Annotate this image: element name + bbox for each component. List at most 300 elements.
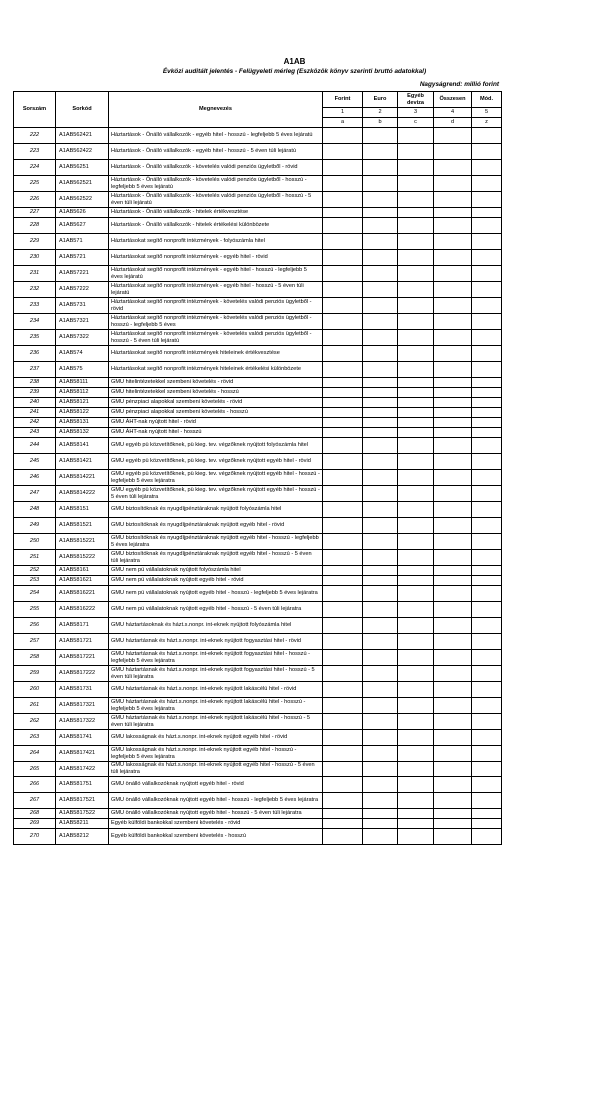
osszesen-cell[interactable] — [434, 730, 472, 746]
row-name: GMU háztartásnak és házt.s.nonpr. int-eknek nyújtott fogyasztási hitel - hosszú - 5 éven túli lejáratra — [109, 666, 323, 682]
table-row — [14, 586, 502, 602]
euro-cell[interactable] — [363, 176, 398, 192]
euro-cell[interactable] — [363, 634, 398, 650]
osszesen-cell[interactable] — [434, 777, 472, 793]
row-name: Háztartásokat segítő nonprofit intézmények - egyéb hitel - rövid — [109, 250, 323, 266]
forint-cell[interactable] — [323, 378, 363, 388]
euro-cell[interactable] — [363, 408, 398, 418]
row-name: GMU hitelintézetekkel szembeni követelés - rövid — [109, 378, 323, 388]
egyeb-deviza-cell[interactable] — [398, 346, 434, 362]
mod-cell[interactable] — [472, 650, 502, 666]
forint-cell[interactable] — [323, 602, 363, 618]
forint-cell[interactable] — [323, 730, 363, 746]
row-name: GMU háztartásnak és házt.s.nonpr. int-eknek nyújtott fogyasztási hitel - rövid — [109, 634, 323, 650]
egyeb-deviza-cell[interactable] — [398, 408, 434, 418]
egyeb-deviza-cell[interactable] — [398, 128, 434, 144]
euro-cell[interactable] — [363, 330, 398, 346]
egyeb-deviza-cell[interactable] — [398, 602, 434, 618]
row-code: A1AB581421 — [56, 454, 109, 470]
egyeb-deviza-cell[interactable] — [398, 698, 434, 714]
forint-cell[interactable] — [323, 208, 363, 218]
mod-cell[interactable] — [472, 470, 502, 486]
row-code: A1AB5814222 — [56, 486, 109, 502]
forint-cell[interactable] — [323, 793, 363, 809]
egyeb-deviza-cell[interactable] — [398, 618, 434, 634]
mod-cell[interactable] — [472, 144, 502, 160]
row-number: 246 — [14, 470, 56, 486]
egyeb-deviza-cell[interactable] — [398, 566, 434, 576]
forint-cell[interactable] — [323, 550, 363, 566]
forint-cell[interactable] — [323, 809, 363, 819]
mod-cell[interactable] — [472, 576, 502, 586]
row-number: 243 — [14, 428, 56, 438]
osszesen-cell[interactable] — [434, 829, 472, 845]
euro-cell[interactable] — [363, 218, 398, 234]
forint-cell[interactable] — [323, 634, 363, 650]
osszesen-cell[interactable] — [434, 486, 472, 502]
mod-cell[interactable] — [472, 698, 502, 714]
forint-cell[interactable] — [323, 618, 363, 634]
row-name: Háztartásokat segítő nonprofit intézmények hiteleinek értékvesztése — [109, 346, 323, 362]
egyeb-deviza-cell[interactable] — [398, 418, 434, 428]
euro-cell[interactable] — [363, 378, 398, 388]
euro-cell[interactable] — [363, 208, 398, 218]
euro-cell[interactable] — [363, 730, 398, 746]
egyeb-deviza-cell[interactable] — [398, 793, 434, 809]
mod-cell[interactable] — [472, 330, 502, 346]
mod-cell[interactable] — [472, 666, 502, 682]
euro-cell[interactable] — [363, 428, 398, 438]
forint-cell[interactable] — [323, 486, 363, 502]
euro-cell[interactable] — [363, 566, 398, 576]
osszesen-cell[interactable] — [434, 418, 472, 428]
table-row — [14, 298, 502, 314]
euro-cell[interactable] — [363, 454, 398, 470]
euro-cell[interactable] — [363, 362, 398, 378]
egyeb-deviza-cell[interactable] — [398, 282, 434, 298]
row-code: A1AB58211 — [56, 819, 109, 829]
egyeb-deviza-cell[interactable] — [398, 298, 434, 314]
egyeb-deviza-cell[interactable] — [398, 438, 434, 454]
table-row — [14, 550, 502, 566]
row-code: A1AB57321 — [56, 314, 109, 330]
euro-cell[interactable] — [363, 714, 398, 730]
mod-cell[interactable] — [472, 378, 502, 388]
mod-cell[interactable] — [472, 454, 502, 470]
forint-cell[interactable] — [323, 234, 363, 250]
euro-cell[interactable] — [363, 470, 398, 486]
osszesen-cell[interactable] — [434, 666, 472, 682]
mod-cell[interactable] — [472, 634, 502, 650]
row-name: Háztartásokat segítő nonprofit intézmények - követelés valódi penziós ügyletből - hosszú - 5 éven túli lejáratú — [109, 330, 323, 346]
forint-cell[interactable] — [323, 714, 363, 730]
mod-cell[interactable] — [472, 266, 502, 282]
row-number: 264 — [14, 746, 56, 762]
euro-cell[interactable] — [363, 698, 398, 714]
osszesen-cell[interactable] — [434, 176, 472, 192]
forint-cell[interactable] — [323, 418, 363, 428]
forint-cell[interactable] — [323, 682, 363, 698]
egyeb-deviza-cell[interactable] — [398, 730, 434, 746]
euro-cell[interactable] — [363, 534, 398, 550]
osszesen-cell[interactable] — [434, 698, 472, 714]
osszesen-cell[interactable] — [434, 634, 472, 650]
egyeb-deviza-cell[interactable] — [398, 378, 434, 388]
mod-cell[interactable] — [472, 298, 502, 314]
forint-cell[interactable] — [323, 282, 363, 298]
euro-cell[interactable] — [363, 144, 398, 160]
mod-cell[interactable] — [472, 176, 502, 192]
forint-cell[interactable] — [323, 218, 363, 234]
forint-cell[interactable] — [323, 566, 363, 576]
mod-cell[interactable] — [472, 408, 502, 418]
forint-cell[interactable] — [323, 408, 363, 418]
osszesen-cell[interactable] — [434, 362, 472, 378]
row-code: A1AB562421 — [56, 128, 109, 144]
euro-cell[interactable] — [363, 438, 398, 454]
mod-cell[interactable] — [472, 746, 502, 762]
osszesen-cell[interactable] — [434, 378, 472, 388]
osszesen-cell[interactable] — [434, 250, 472, 266]
osszesen-cell[interactable] — [434, 428, 472, 438]
osszesen-cell[interactable] — [434, 192, 472, 208]
egyeb-deviza-cell[interactable] — [398, 550, 434, 566]
row-number: 224 — [14, 160, 56, 176]
forint-cell[interactable] — [323, 534, 363, 550]
osszesen-cell[interactable] — [434, 470, 472, 486]
mod-cell[interactable] — [472, 809, 502, 819]
forint-cell[interactable] — [323, 666, 363, 682]
row-code: A1AB5627 — [56, 218, 109, 234]
euro-cell[interactable] — [363, 586, 398, 602]
euro-cell[interactable] — [363, 819, 398, 829]
osszesen-cell[interactable] — [434, 282, 472, 298]
mod-cell[interactable] — [472, 160, 502, 176]
egyeb-deviza-cell[interactable] — [398, 819, 434, 829]
forint-cell[interactable] — [323, 398, 363, 408]
euro-cell[interactable] — [363, 518, 398, 534]
table-row — [14, 576, 502, 586]
osszesen-cell[interactable] — [434, 330, 472, 346]
mod-cell[interactable] — [472, 502, 502, 518]
row-code: A1AB5721 — [56, 250, 109, 266]
row-number: 253 — [14, 576, 56, 586]
egyeb-deviza-cell[interactable] — [398, 762, 434, 777]
egyeb-deviza-cell[interactable] — [398, 192, 434, 208]
euro-cell[interactable] — [363, 314, 398, 330]
euro-cell[interactable] — [363, 346, 398, 362]
forint-cell[interactable] — [323, 314, 363, 330]
euro-cell[interactable] — [363, 388, 398, 398]
row-code: A1AB562422 — [56, 144, 109, 160]
mod-cell[interactable] — [472, 282, 502, 298]
egyeb-deviza-cell[interactable] — [398, 330, 434, 346]
forint-cell[interactable] — [323, 346, 363, 362]
forint-cell[interactable] — [323, 250, 363, 266]
mod-cell[interactable] — [472, 550, 502, 566]
mod-cell[interactable] — [472, 586, 502, 602]
osszesen-cell[interactable] — [434, 398, 472, 408]
euro-cell[interactable] — [363, 266, 398, 282]
osszesen-cell[interactable] — [434, 160, 472, 176]
egyeb-deviza-cell[interactable] — [398, 777, 434, 793]
osszesen-cell[interactable] — [434, 586, 472, 602]
egyeb-deviza-cell[interactable] — [398, 650, 434, 666]
row-code: A1AB581731 — [56, 682, 109, 698]
row-number: 238 — [14, 378, 56, 388]
egyeb-deviza-cell[interactable] — [398, 470, 434, 486]
report-subtitle: Évközi auditált jelentés - Felügyeleti mérleg (Eszközök könyv szerinti bruttó adatokkal) — [162, 68, 427, 75]
forint-cell[interactable] — [323, 176, 363, 192]
forint-cell[interactable] — [323, 586, 363, 602]
mod-cell[interactable] — [472, 234, 502, 250]
osszesen-cell[interactable] — [434, 208, 472, 218]
euro-cell[interactable] — [363, 502, 398, 518]
egyeb-deviza-cell[interactable] — [398, 314, 434, 330]
forint-cell[interactable] — [323, 746, 363, 762]
row-number: 232 — [14, 282, 56, 298]
euro-cell[interactable] — [363, 250, 398, 266]
osszesen-cell[interactable] — [434, 576, 472, 586]
col-number: 4 — [434, 108, 472, 118]
egyeb-deviza-cell[interactable] — [398, 388, 434, 398]
forint-cell[interactable] — [323, 576, 363, 586]
osszesen-cell[interactable] — [434, 234, 472, 250]
mod-cell[interactable] — [472, 566, 502, 576]
table-row — [14, 160, 502, 176]
forint-cell[interactable] — [323, 388, 363, 398]
mod-cell[interactable] — [472, 518, 502, 534]
table-row — [14, 454, 502, 470]
euro-cell[interactable] — [363, 282, 398, 298]
mod-cell[interactable] — [472, 438, 502, 454]
forint-cell[interactable] — [323, 266, 363, 282]
egyeb-deviza-cell[interactable] — [398, 160, 434, 176]
forint-cell[interactable] — [323, 128, 363, 144]
mod-cell[interactable] — [472, 128, 502, 144]
forint-cell[interactable] — [323, 438, 363, 454]
euro-cell[interactable] — [363, 602, 398, 618]
egyeb-deviza-cell[interactable] — [398, 208, 434, 218]
mod-cell[interactable] — [472, 428, 502, 438]
osszesen-cell[interactable] — [434, 819, 472, 829]
osszesen-cell[interactable] — [434, 266, 472, 282]
osszesen-cell[interactable] — [434, 793, 472, 809]
mod-cell[interactable] — [472, 218, 502, 234]
mod-cell[interactable] — [472, 714, 502, 730]
egyeb-deviza-cell[interactable] — [398, 144, 434, 160]
table-row — [14, 128, 502, 144]
forint-cell[interactable] — [323, 777, 363, 793]
osszesen-cell[interactable] — [434, 618, 472, 634]
row-name: GMU háztartásnak és házt.s.nonpr. int-eknek nyújtott fogyasztási hitel - hosszú - legfeljebb 5 éves lejáratra — [109, 650, 323, 666]
egyeb-deviza-cell[interactable] — [398, 714, 434, 730]
osszesen-cell[interactable] — [434, 809, 472, 819]
euro-cell[interactable] — [363, 777, 398, 793]
mod-cell[interactable] — [472, 398, 502, 408]
osszesen-cell[interactable] — [434, 746, 472, 762]
table-row — [14, 346, 502, 362]
row-name: Egyéb külföldi bankokkal szembeni követelés - rövid — [109, 819, 323, 829]
egyeb-deviza-cell[interactable] — [398, 266, 434, 282]
osszesen-cell[interactable] — [434, 650, 472, 666]
egyeb-deviza-cell[interactable] — [398, 398, 434, 408]
forint-cell[interactable] — [323, 362, 363, 378]
egyeb-deviza-cell[interactable] — [398, 534, 434, 550]
osszesen-cell[interactable] — [434, 714, 472, 730]
row-code: A1AB58122 — [56, 408, 109, 418]
row-number: 257 — [14, 634, 56, 650]
header-osszesen: Összesen — [434, 92, 472, 108]
mod-cell[interactable] — [472, 362, 502, 378]
euro-cell[interactable] — [363, 160, 398, 176]
forint-cell[interactable] — [323, 298, 363, 314]
osszesen-cell[interactable] — [434, 518, 472, 534]
euro-cell[interactable] — [363, 682, 398, 698]
euro-cell[interactable] — [363, 128, 398, 144]
egyeb-deviza-cell[interactable] — [398, 428, 434, 438]
euro-cell[interactable] — [363, 576, 398, 586]
euro-cell[interactable] — [363, 418, 398, 428]
osszesen-cell[interactable] — [434, 550, 472, 566]
row-name: GMU lakosságnak és házt.s.nonpr. int-eknek nyújtott egyéb hitel - hosszú - legfeljebb 5 éves lejáratra — [109, 746, 323, 762]
osszesen-cell[interactable] — [434, 454, 472, 470]
euro-cell[interactable] — [363, 793, 398, 809]
euro-cell[interactable] — [363, 192, 398, 208]
egyeb-deviza-cell[interactable] — [398, 502, 434, 518]
egyeb-deviza-cell[interactable] — [398, 454, 434, 470]
euro-cell[interactable] — [363, 298, 398, 314]
mod-cell[interactable] — [472, 819, 502, 829]
euro-cell[interactable] — [363, 234, 398, 250]
table-row — [14, 534, 502, 550]
egyeb-deviza-cell[interactable] — [398, 362, 434, 378]
egyeb-deviza-cell[interactable] — [398, 682, 434, 698]
osszesen-cell[interactable] — [434, 566, 472, 576]
egyeb-deviza-cell[interactable] — [398, 746, 434, 762]
euro-cell[interactable] — [363, 809, 398, 819]
row-name: Háztartások - Önálló vállalkozók - követelés valódi penziós ügyletből - hosszú - legfeljebb 5 éves lejáratú — [109, 176, 323, 192]
euro-cell[interactable] — [363, 666, 398, 682]
forint-cell[interactable] — [323, 762, 363, 777]
osszesen-cell[interactable] — [434, 408, 472, 418]
forint-cell[interactable] — [323, 160, 363, 176]
forint-cell[interactable] — [323, 454, 363, 470]
osszesen-cell[interactable] — [434, 346, 472, 362]
forint-cell[interactable] — [323, 428, 363, 438]
egyeb-deviza-cell[interactable] — [398, 809, 434, 819]
mod-cell[interactable] — [472, 208, 502, 218]
header-egyeb-deviza: Egyéb deviza — [398, 92, 434, 108]
osszesen-cell[interactable] — [434, 388, 472, 398]
euro-cell[interactable] — [363, 650, 398, 666]
egyeb-deviza-cell[interactable] — [398, 486, 434, 502]
table-row — [14, 819, 502, 829]
mod-cell[interactable] — [472, 730, 502, 746]
egyeb-deviza-cell[interactable] — [398, 576, 434, 586]
euro-cell[interactable] — [363, 829, 398, 845]
osszesen-cell[interactable] — [434, 534, 472, 550]
egyeb-deviza-cell[interactable] — [398, 234, 434, 250]
mod-cell[interactable] — [472, 682, 502, 698]
osszesen-cell[interactable] — [434, 682, 472, 698]
osszesen-cell[interactable] — [434, 314, 472, 330]
row-name: GMU hitelintézetekkel szembeni követelés - hosszú — [109, 388, 323, 398]
osszesen-cell[interactable] — [434, 218, 472, 234]
mod-cell[interactable] — [472, 250, 502, 266]
row-code: A1AB581721 — [56, 634, 109, 650]
mod-cell[interactable] — [472, 602, 502, 618]
forint-cell[interactable] — [323, 144, 363, 160]
mod-cell[interactable] — [472, 418, 502, 428]
forint-cell[interactable] — [323, 650, 363, 666]
egyeb-deviza-cell[interactable] — [398, 518, 434, 534]
mod-cell[interactable] — [472, 534, 502, 550]
row-code: A1AB58132 — [56, 428, 109, 438]
egyeb-deviza-cell[interactable] — [398, 829, 434, 845]
euro-cell[interactable] — [363, 486, 398, 502]
egyeb-deviza-cell[interactable] — [398, 250, 434, 266]
osszesen-cell[interactable] — [434, 602, 472, 618]
balance-table — [13, 91, 502, 845]
forint-cell[interactable] — [323, 330, 363, 346]
mod-cell[interactable] — [472, 793, 502, 809]
forint-cell[interactable] — [323, 470, 363, 486]
osszesen-cell[interactable] — [434, 144, 472, 160]
mod-cell[interactable] — [472, 346, 502, 362]
euro-cell[interactable] — [363, 746, 398, 762]
forint-cell[interactable] — [323, 819, 363, 829]
row-number: 256 — [14, 618, 56, 634]
osszesen-cell[interactable] — [434, 128, 472, 144]
egyeb-deviza-cell[interactable] — [398, 176, 434, 192]
forint-cell[interactable] — [323, 698, 363, 714]
table-row — [14, 602, 502, 618]
forint-cell[interactable] — [323, 502, 363, 518]
mod-cell[interactable] — [472, 777, 502, 793]
osszesen-cell[interactable] — [434, 298, 472, 314]
osszesen-cell[interactable] — [434, 438, 472, 454]
forint-cell[interactable] — [323, 829, 363, 845]
mod-cell[interactable] — [472, 486, 502, 502]
mod-cell[interactable] — [472, 618, 502, 634]
egyeb-deviza-cell[interactable] — [398, 666, 434, 682]
mod-cell[interactable] — [472, 314, 502, 330]
forint-cell[interactable] — [323, 518, 363, 534]
egyeb-deviza-cell[interactable] — [398, 218, 434, 234]
mod-cell[interactable] — [472, 829, 502, 845]
euro-cell[interactable] — [363, 762, 398, 777]
row-number: 263 — [14, 730, 56, 746]
mod-cell[interactable] — [472, 388, 502, 398]
euro-cell[interactable] — [363, 550, 398, 566]
forint-cell[interactable] — [323, 192, 363, 208]
osszesen-cell[interactable] — [434, 502, 472, 518]
egyeb-deviza-cell[interactable] — [398, 586, 434, 602]
euro-cell[interactable] — [363, 398, 398, 408]
egyeb-deviza-cell[interactable] — [398, 634, 434, 650]
euro-cell[interactable] — [363, 618, 398, 634]
table-row — [14, 144, 502, 160]
table-row — [14, 438, 502, 454]
row-name: GMU biztosítóknak és nyugdíjpénztáraknak nyújtott folyószámla hitel — [109, 502, 323, 518]
osszesen-cell[interactable] — [434, 762, 472, 777]
mod-cell[interactable] — [472, 192, 502, 208]
row-number: 227 — [14, 208, 56, 218]
row-number: 235 — [14, 330, 56, 346]
mod-cell[interactable] — [472, 762, 502, 777]
row-number: 267 — [14, 793, 56, 809]
